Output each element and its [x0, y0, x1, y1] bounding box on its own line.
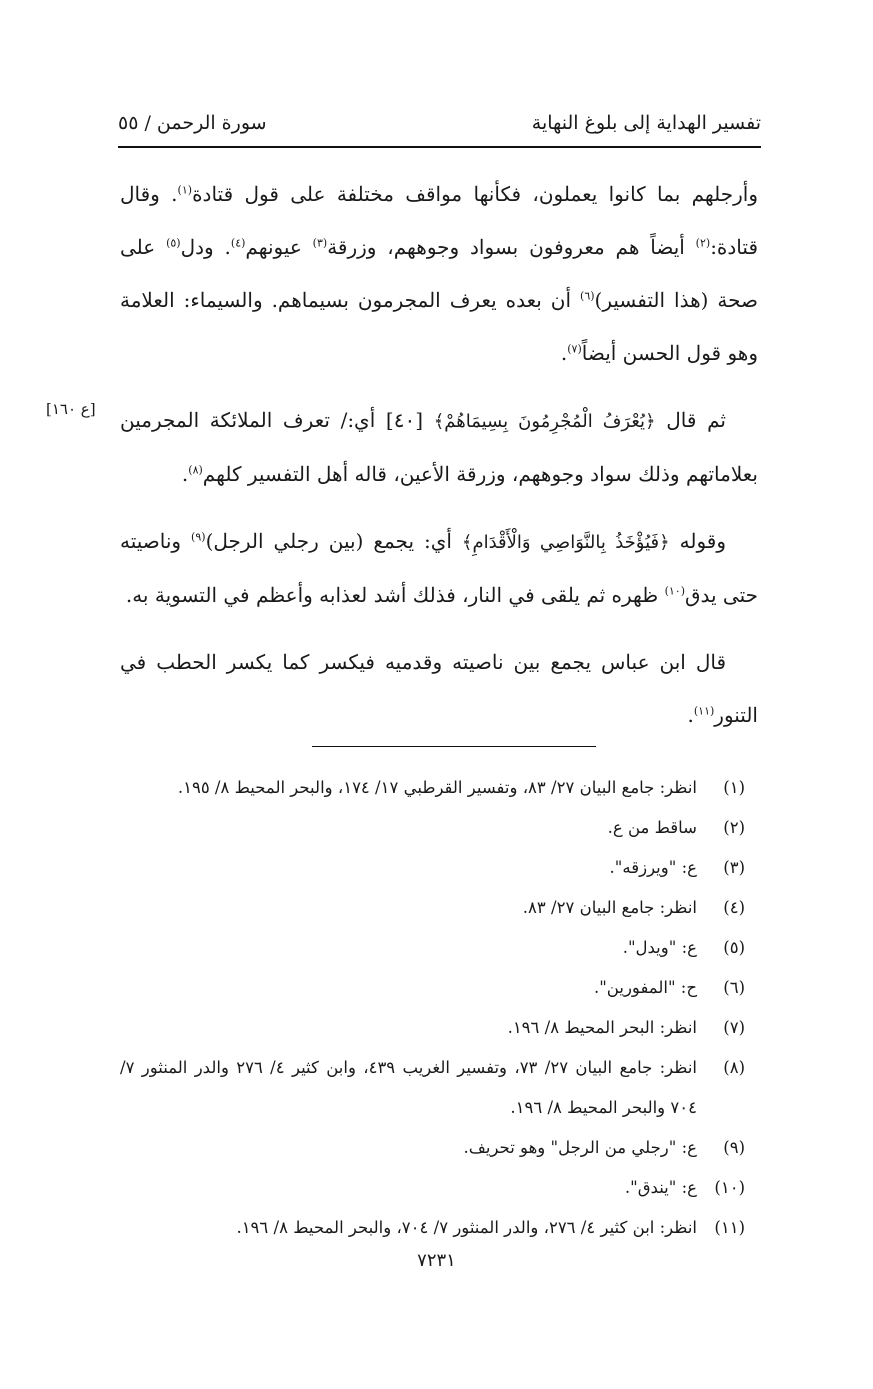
footnote-ref[interactable]: (١) — [177, 183, 193, 197]
text-run: ظهره ثم يلقى في النار، فذلك أشد لعذابه وأعظم في التسوية به. — [125, 583, 665, 607]
header-rule — [118, 146, 761, 148]
text-run: ثم قال — [655, 408, 726, 432]
footnote-item — [120, 1168, 745, 1208]
footnote-number: (٣) — [723, 858, 745, 877]
footnote-item — [120, 1128, 745, 1168]
footnote-text: انظر: جامع البيان ٢٧/ ٨٣، وتفسير القرطبي ١٧/ ١٧٤، والبحر المحيط ٨/ ١٩٥. — [177, 778, 697, 797]
footnote-text: انظر: جامع البيان ٢٧/ ٨٣. — [522, 898, 697, 917]
quran-verse: ﴿يُعْرَفُ الْمُجْرِمُونَ بِسِيمَاهُمْ﴾ — [433, 411, 656, 432]
footnote-text: ع: "رجلي من الرجل" وهو تحريف. — [463, 1138, 697, 1157]
footnote-number: (٤) — [723, 898, 745, 917]
book-title: تفسير الهداية إلى بلوغ النهاية — [531, 112, 761, 134]
footnote-number: (٨) — [723, 1058, 745, 1077]
footnote-number: (٥) — [723, 938, 745, 957]
text-run: على صحة (هذا التفسير) — [120, 235, 758, 312]
footnote-ref[interactable]: (٢) — [695, 236, 711, 250]
footnote-text: انظر: ابن كثير ٤/ ٢٧٦، والدر المنثور ٧/ ٧٠٤، والبحر المحيط ٨/ ١٩٦. — [236, 1218, 697, 1237]
footnote-separator — [312, 746, 596, 747]
footnote-text: انظر: البحر المحيط ٨/ ١٩٦. — [507, 1018, 697, 1037]
footnote-text: ع: "ويرزقه". — [609, 858, 697, 877]
page-number: ٧٢٣١ — [417, 1250, 456, 1271]
footnote-text: ع: "ويدل". — [622, 938, 697, 957]
footnote-ref[interactable]: (٨) — [188, 463, 203, 477]
footnote-item — [120, 968, 745, 1008]
footnote-item — [120, 848, 745, 888]
footnote-number: (٢) — [723, 818, 745, 837]
footnote-item — [120, 1008, 745, 1048]
paragraph-4 — [120, 636, 758, 742]
footnote-text: ح: "المفورين". — [593, 978, 697, 997]
manuscript-folio-note: [ع ١٦٠] — [46, 400, 96, 418]
paragraph-2 — [120, 394, 758, 501]
footnote-ref[interactable]: (١١) — [693, 704, 715, 718]
text-run: وأرجلهم بما كانوا يعملون، فكأنها مواقف مختلفة على قول قتادة — [192, 182, 758, 206]
footnote-ref[interactable]: (٦) — [580, 289, 595, 303]
footnote-text: ساقط من ع. — [607, 818, 697, 837]
footnote-ref[interactable]: (٤) — [230, 236, 246, 250]
footnote-number: (٦) — [723, 978, 745, 997]
footnote-text: انظر: جامع البيان ٢٧/ ٧٣، وتفسير الغريب ٤٣٩، وابن كثير ٤/ ٢٧٦ والدر المنثور ٧/ ٧٠٤ والبحر المحيط ٨/ ١٩٦. — [120, 1058, 698, 1117]
footnote-item — [120, 768, 745, 808]
text-run: . وقال قتادة: — [120, 182, 758, 259]
text-run: أن بعده يعرف المجرمون بسيماهم. والسيماء: العلامة وهو قول الحسن أيضاً — [120, 288, 758, 365]
text-run: أيضاً هم معروفون بسواد وجوههم، وزرقة — [327, 235, 696, 259]
main-text — [120, 168, 758, 742]
footnote-number: (٩) — [723, 1138, 745, 1157]
footnote-item — [120, 1208, 745, 1248]
footnote-ref[interactable]: (٩) — [191, 530, 206, 544]
text-run: [٤٠] أي:/ تعرف الملائكة المجرمين بعلاماتهم وذلك سواد وجوههم، وزرقة الأعين، قاله أهل التفسير كلهم — [120, 408, 758, 486]
footnote-item — [120, 1048, 745, 1128]
text-run: وناصيته حتى يدق — [120, 529, 758, 607]
text-run: وقوله — [669, 529, 727, 553]
footnote-number: (٧) — [723, 1018, 745, 1037]
text-run: . ودل — [180, 235, 231, 259]
text-run: أي: يجمع (بين رجلي الرجل) — [205, 529, 462, 553]
footnote-number: (١١) — [714, 1218, 745, 1237]
running-header — [118, 108, 761, 138]
text-run: . — [687, 703, 694, 727]
footnote-item — [120, 888, 745, 928]
footnote-number: (١٠) — [714, 1178, 745, 1197]
footnote-item — [120, 928, 745, 968]
paragraph-1 — [120, 168, 758, 380]
footnote-item — [120, 808, 745, 848]
footnote-ref[interactable]: (١٠) — [664, 584, 685, 598]
footnote-text: ع: "يندق". — [624, 1178, 697, 1197]
footnote-ref[interactable]: (٥) — [166, 236, 181, 250]
text-run: قال ابن عباس يجمع بين ناصيته وقدميه فيكسر كما يكسر الحطب في التنور — [120, 650, 758, 727]
footnote-ref[interactable]: (٣) — [312, 236, 328, 250]
surah-reference: سورة الرحمن / ٥٥ — [118, 112, 267, 134]
paragraph-3 — [120, 515, 758, 622]
footnote-number: (١) — [723, 778, 745, 797]
footnotes-list — [120, 768, 745, 1248]
quran-verse: ﴿فَيُؤْخَذُ بِالنَّوَاصِي وَالْأَقْدَامِ﴾ — [461, 532, 670, 553]
text-run: . — [560, 341, 568, 365]
text-run: عيونهم — [245, 235, 313, 259]
footnote-ref[interactable]: (٧) — [567, 342, 582, 356]
text-run: . — [181, 462, 189, 486]
